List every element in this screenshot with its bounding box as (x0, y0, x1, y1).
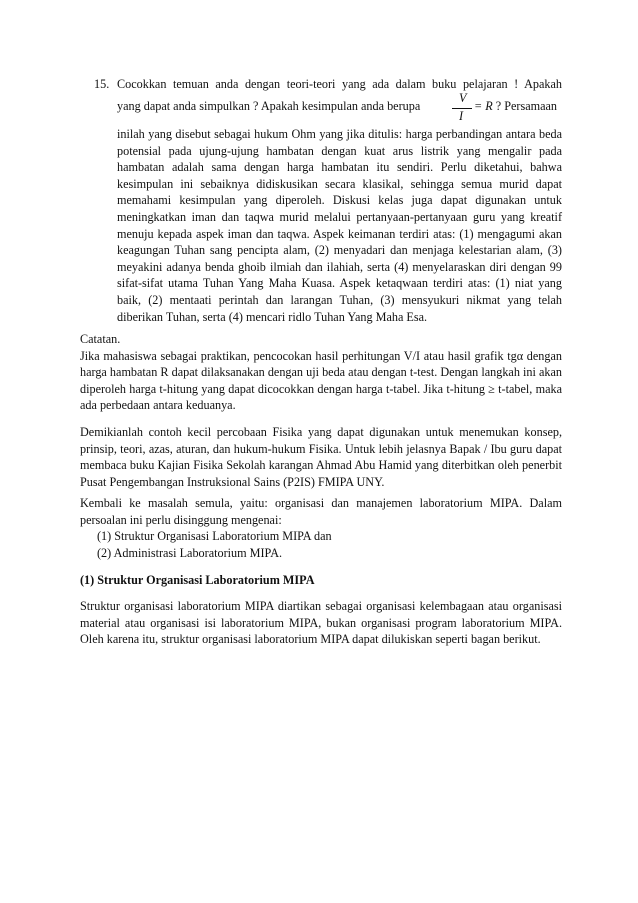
item-rest: inilah yang disebut sebagai hukum Ohm yang jika ditulis: harga perbandingan antara beda potensial pada ujung-ujung hambatan dengan kuat arus listrik yang mengalir pada hambatan adalah sama dengan harga hambatan itu sendiri. Perlu diketahui, bahwa kesimpulan ini sebaiknya didiskusikan secara klasikal, sehingga semua murid dapat memahami kesimpulan yang diperoleh. Diskusi kelas juga dapat digunakan untuk meningkatkan iman dan taqwa murid melalui pertanyaan-pertanyaan guru yang kreatif menuju kepada aspek iman dan taqwa. Aspek keimanan terdiri atas: (1) mengagumi akan keagungan Tuhan sang pencipta alam, (2) menyadari dan menjaga kelestarian alam, (3) meyakini adanya benda ghoib ilmiah dan ilahiah, serta (4) menyelaraskan diri dengan 99 sifat-sifat utama Tuhan Yang Maha Kuasa. Aspek ketaqwaan terdiri atas: (1) niat yang baik, (2) mentaati perintah dan larangan Tuhan, (3) mensyukuri nikmat yang telah diberikan Tuhan, serta (4) mencari ridlo Tuhan Yang Maha Esa. (117, 127, 562, 324)
item-number: 15. (94, 77, 110, 91)
demikian-paragraph (80, 424, 562, 490)
formula-denominator: I (459, 109, 464, 123)
section-heading-text: (1) Struktur Organisasi Laboratorium MIPA (80, 573, 315, 587)
catatan-text: Jika mahasiswa sebagai praktikan, pencocokan hasil perhitungan V/I atau hasil grafik tgα dengan harga hambatan R dapat dilaksanakan dengan uji beda atau dengan t-test. Dengan langkah ini akan diperoleh harga t-hitung yang dapat dicocokkan dengan harga t-tabel. Jika t-hitung ≥ t-tabel, maka ada perbedaan antara keduanya. (80, 348, 562, 413)
ohm-formula (452, 92, 562, 132)
list-item: (2) Administrasi Laboratorium MIPA. (97, 545, 283, 560)
kembali-text: Kembali ke masalah semula, yaitu: organisasi dan manajemen laboratorium MIPA. Dalam persoalan ini perlu disinggung mengenai: (80, 496, 562, 527)
demikian-text: Demikianlah contoh kecil percobaan Fisika yang dapat digunakan untuk menemukan konsep, prinsip, teori, azas, aturan, dan hukum-hukum Fisika. Untuk lebih jelasnya Bapak / Ibu guru dapat membaca buku Kajian Fisika Sekolah karangan Ahmad Abu Hamid yang diterbitkan oleh penerbit Pusat Pengembangan Instruksional Sains (P2IS) FMIPA UNY. (80, 425, 562, 489)
catatan-section (80, 331, 562, 414)
struktur-text: Struktur organisasi laboratorium MIPA diartikan sebagai organisasi kelembagaan atau organisasi material atau organisasi isi laboratorium MIPA, bukan organisasi program laboratorium MIPA. Oleh karena itu, struktur organisasi laboratorium MIPA dapat dilukiskan seperti bagan berikut. (80, 599, 562, 647)
list-item: (1) Struktur Organisasi Laboratorium MIPA dan (97, 529, 332, 544)
item-first-lines (117, 70, 562, 123)
item-body (117, 70, 562, 325)
catatan-title: Catatan. (80, 332, 121, 346)
formula-equals-text: = R (474, 99, 493, 113)
formula-after: ? Persamaan (495, 99, 558, 113)
item-line-2: yang dapat anda simpulkan ? Apakah kesimpulan anda berupa (117, 99, 421, 113)
item-line-1: Cocokkan temuan anda dengan teori-teori yang ada dalam buku pelajaran ! Apakah (117, 77, 562, 91)
section-heading (80, 572, 562, 589)
struktur-paragraph (80, 598, 562, 648)
formula-numerator: V (459, 91, 467, 105)
kembali-section (80, 495, 562, 561)
list-item-15 (94, 70, 562, 325)
formula-equals (474, 98, 557, 115)
